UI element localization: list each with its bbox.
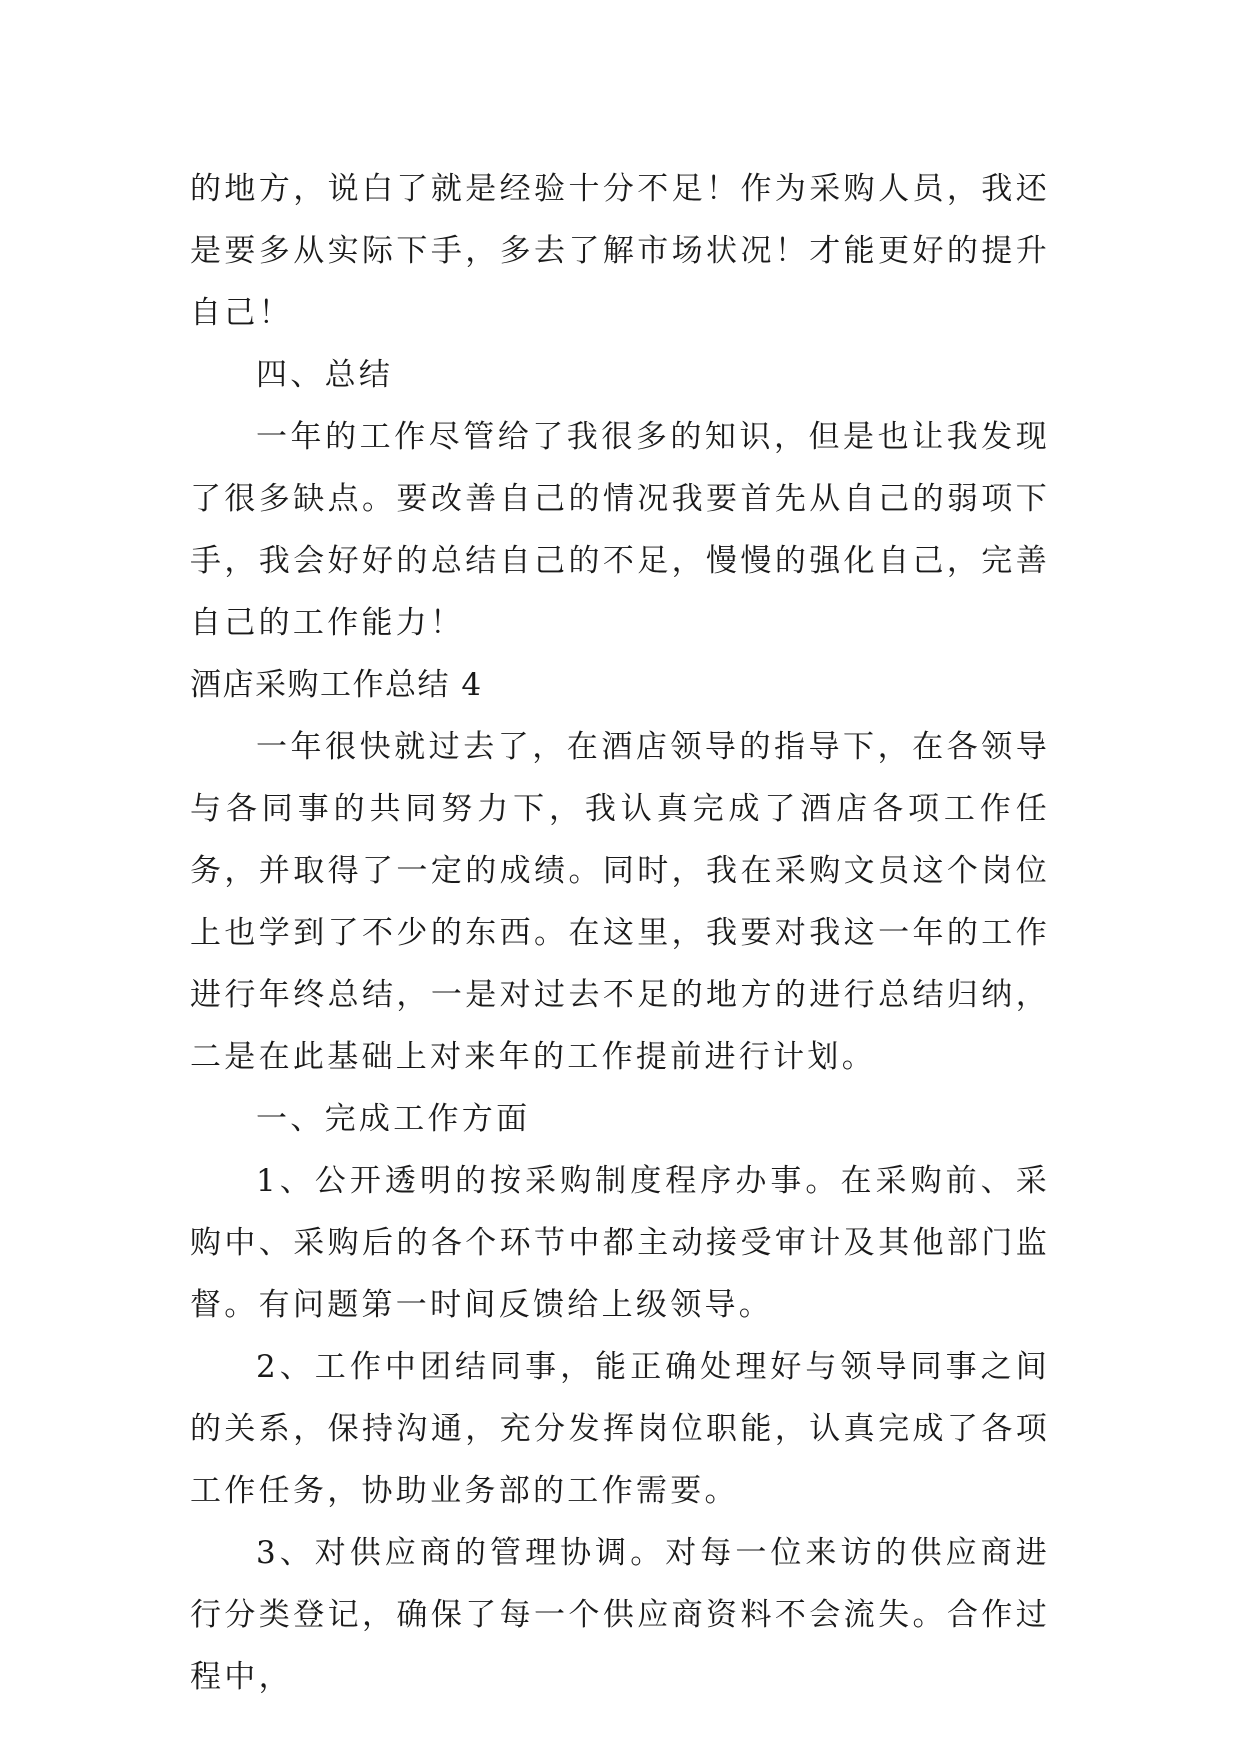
body-paragraph: 一年的工作尽管给了我很多的知识，但是也让我发现了很多缺点。要改善自己的情况我要首先从自己的弱项下手，我会好好的总结自己的不足，慢慢的强化自己，完善自己的工作能力！ xyxy=(190,419,1050,641)
document-title: 酒店采购工作总结 4 xyxy=(190,667,483,703)
body-paragraph: 一年很快就过去了，在酒店领导的指导下，在各领导与各同事的共同努力下，我认真完成了酒店各项工作任务，并取得了一定的成绩。同时，我在采购文员这个岗位上也学到了不少的东西。在这里，我要对我这一年的工作进行年终总结，一是对过去不足的地方的进行总结归纳，二是在此基础上对来年的工作提前进行计划。 xyxy=(190,729,1050,1075)
body-paragraph: 的地方，说白了就是经验十分不足！作为采购人员，我还是要多从实际下手，多去了解市场状况！才能更好的提升自己！ xyxy=(190,171,1050,331)
list-paragraph: 1、公开透明的按采购制度程序办事。在采购前、采购中、采购后的各个环节中都主动接受审计及其他部门监督。有问题第一时间反馈给上级领导。 xyxy=(190,1163,1050,1323)
section-heading: 一、完成工作方面 xyxy=(256,1101,531,1137)
document-page xyxy=(190,158,1050,1708)
list-paragraph: 3、对供应商的管理协调。对每一位来访的供应商进行分类登记，确保了每一个供应商资料不会流失。合作过程中， xyxy=(190,1535,1050,1695)
list-paragraph: 2、工作中团结同事，能正确处理好与领导同事之间的关系，保持沟通，充分发挥岗位职能，认真完成了各项工作任务，协助业务部的工作需要。 xyxy=(190,1349,1050,1509)
section-heading: 四、总结 xyxy=(256,357,394,393)
